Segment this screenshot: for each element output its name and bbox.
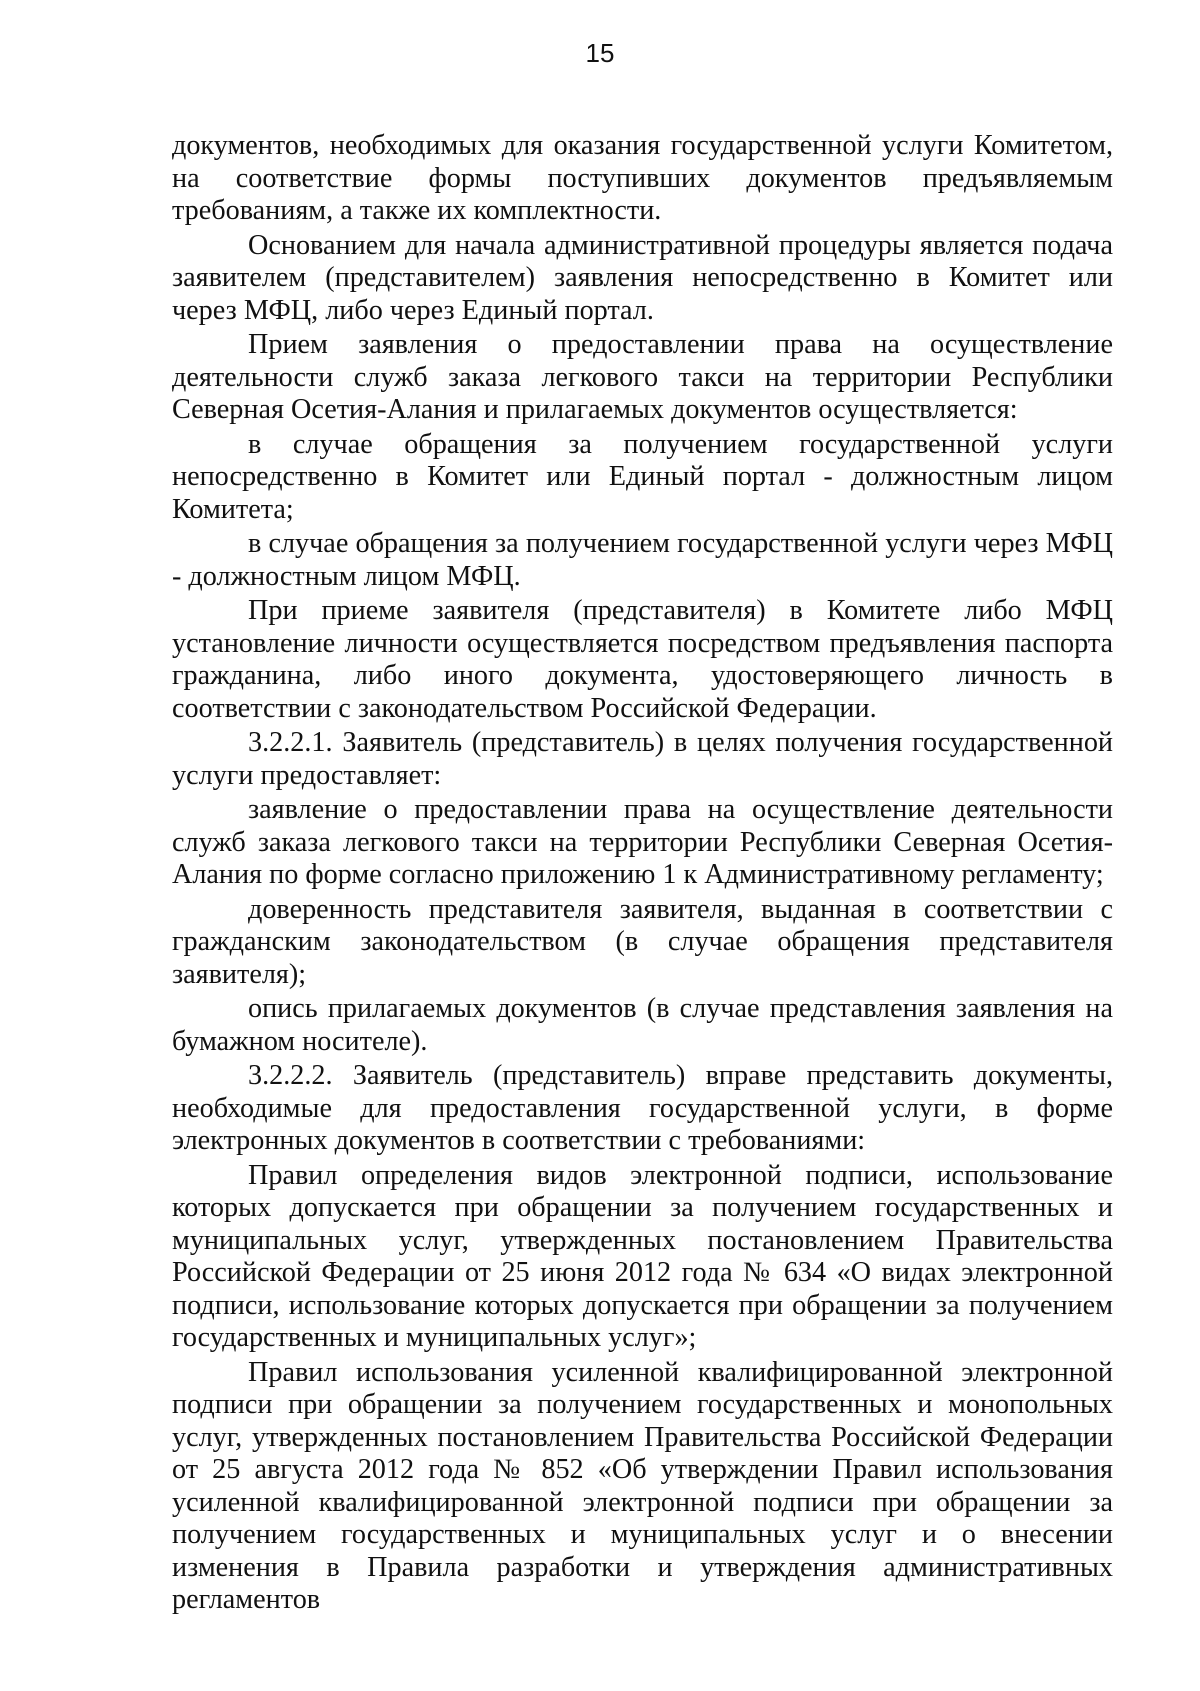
paragraph-procedure-basis: Основанием для начала административной процедуры является подача заявителем (представителем) заявления непосредственно в Комитет или через МФЦ, либо через Единый портал. [172,229,1113,326]
page-number: 15 [585,38,615,68]
paragraph-3-2-2-1: 3.2.2.1. Заявитель (представитель) в целях получения государственной услуги предоставляет: [172,727,1113,791]
paragraph-3-2-2-2: 3.2.2.2. Заявитель (представитель) вправе представить документы, необходимые для предоставления государственной услуги, в форме электронных документов в соответствии с требованиями: [172,1060,1113,1156]
paragraph-application-form: заявление о предоставлении права на осуществление деятельности служб заказа легкового такси на территории Республики Северная Осетия-Алания по форме согласно приложению 1 к Административному регламенту; [172,794,1113,890]
paragraph-document-inventory: опись прилагаемых документов (в случае представления заявления на бумажном носителе). [172,993,1113,1057]
paragraph-power-of-attorney: доверенность представителя заявителя, выданная в соответствии с гражданским законодательством (в случае обращения представителя заявителя); [172,893,1113,990]
paragraph-documents-check: документов, необходимых для оказания государственной услуги Комитетом, на соответствие формы поступивших документов предъявляемым требованиям, а также их комплектности. [172,130,1113,226]
paragraph-identity-verification: При приеме заявителя (представителя) в Комитете либо МФЦ установление личности осуществляется посредством предъявления паспорта гражданина, либо иного документа, удостоверяющего личность в соответствии с законодательством Российской Федерации. [172,595,1113,724]
paragraph-signature-types-rules: Правил определения видов электронной подписи, использование которых допускается при обращении за получением государственных и муниципальных услуг, утвержденных постановлением Правительства Российской Федерации от 25 июня 2012 года № 634 «О видах электронной подписи, использование которых допускается при обращении за получением государственных и муниципальных услуг»; [172,1159,1113,1353]
paragraph-qualified-signature-rules: Правил использования усиленной квалифицированной электронной подписи при обращении за получением государственных и монопольных услуг, утвержденных постановлением Правительства Российской Федерации от 25 августа 2012 года № 852 «Об утверждении Правил использования усиленной квалифицированной электронной подписи при обращении за получением государственных и муниципальных услуг и о внесении изменения в Правила разработки и утверждения административных регламентов [172,1356,1113,1615]
paragraph-application-reception: Прием заявления о предоставлении права на осуществление деятельности служб заказа легкового такси на территории Республики Северная Осетия-Алания и прилагаемых документов осуществляется: [172,329,1113,425]
paragraph-reception-committee: в случае обращения за получением государственной услуги непосредственно в Комитет или Единый портал - должностным лицом Комитета; [172,428,1113,525]
paragraph-reception-mfc: в случае обращения за получением государственной услуги через МФЦ - должностным лицом МФЦ. [172,528,1113,592]
document-body [172,130,1113,1619]
